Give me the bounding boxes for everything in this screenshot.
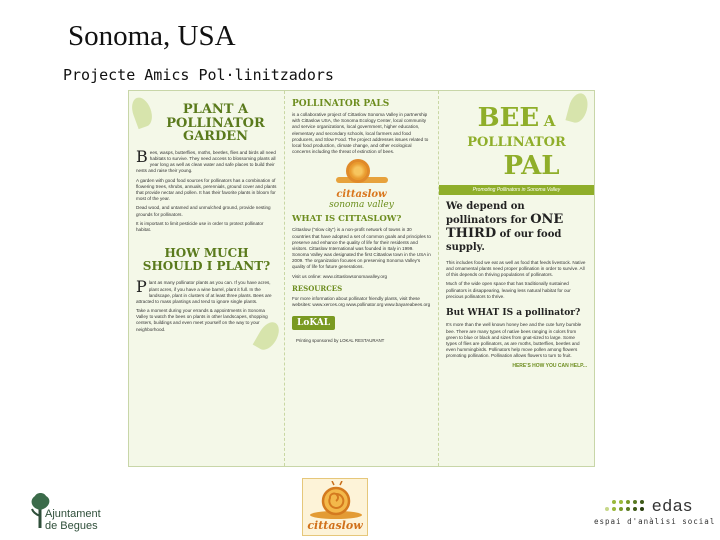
ajuntament-begues-logo — [27, 488, 107, 536]
pollinator-pals-text: is a collaborative project of Cittaslow Sonoma Valley in partnership with Cittaslow USA, the Sonoma Ecology Center, local community and service organizations, local government, higher education, elementary and secondary schools, local farmers and food producers, and Slow Food. The project addresses issues related to local food production, climate change, and other ecological concerns including the threat of extinction of bees. — [292, 112, 429, 155]
snail-icon — [304, 481, 368, 521]
bee-pal-title: BEE A POLLINATOR PAL — [467, 103, 566, 181]
begues-text: de Begues — [45, 520, 98, 533]
resources-title: RESOURCES — [292, 283, 343, 293]
what-is-pollinator-text: It's more than the well known honey bee and the cute furry bumble bee. There are many types of native bees ranging in colors from green to blue or black and sizes from gnat-sized to large. Some types of flies are pollinators, as are moths, butterflies, beetles and even hummingbirds. Pollinators help move pollen among flowers promoting pollination. Pollination allows flowers to turn to fruit. — [446, 322, 582, 359]
edas-logo — [592, 496, 716, 530]
garden-text-4: It is important to limit pesticide use in order to protect pollinator habitat. — [136, 220, 264, 232]
brochure-panel-right — [439, 91, 594, 466]
depend-text-2: Much of the wide open space that has traditionally sustained pollinators is disappearing, leaving less natural habitat for our precious pollinators to thrive. — [446, 281, 571, 299]
slide-subtitle: Projecte Amics Pol·linitzadors — [63, 66, 334, 84]
ajuntament-text: Ajuntament — [45, 508, 101, 520]
sonoma-valley-logo-text: sonoma valley — [329, 200, 394, 211]
edas-subtitle: espai d'anàlisi social — [594, 517, 716, 526]
edas-text: edas — [652, 496, 693, 515]
cittaslow-logo-text: cittaslow — [336, 189, 387, 201]
printing-sponsor-text: Printing sponsored by LOKAL RESTAURANT — [296, 338, 385, 344]
garden-intro-text: Bees, wasps, butterflies, moths, beetles, flies and birds all need habitats to survive. They need access to blossoming plants all year long as well as clean water and safe places to build their nests and raise their young. — [136, 146, 276, 174]
brochure-panel-left — [129, 91, 284, 466]
slide-title: Sonoma, USA — [68, 20, 236, 52]
depend-headline: We depend on pollinators for ONE THIRD of our food supply. — [446, 201, 564, 254]
promoting-tagline: Promoting Pollinators in Sonoma Valley — [439, 185, 594, 195]
depend-text-1: This includes food we eat as well as food that feeds livestock. Native and ornamental plants need proper pollination in order to survive. All of this depends on thriving populations of pollinators. — [446, 259, 586, 278]
brochure-panel-middle — [284, 91, 439, 466]
brochure-image — [128, 90, 595, 467]
resources-text: For more information about pollinator friendly plants, visit these websites: www.xerces.org www.pollinator.org www.bayareabees.org — [292, 295, 431, 307]
sponsor-row — [292, 314, 431, 350]
cittaslow-text: cittaslow — [307, 519, 363, 532]
how-much-text: Plant as many pollinator plants as you can. If you have acres, plant acres, if you have a wine barrel, plant it full. In the landscape, plant in clusters of at least three plants. Bees are attracted to mass plantings and tend to ignore single plants. — [136, 277, 272, 304]
snail-icon — [336, 159, 388, 185]
what-is-cittaslow-title: WHAT IS CITTASLOW? — [292, 214, 402, 225]
how-much-title: HOW MUCH SHOULD I PLANT? — [142, 246, 271, 273]
lokal-logo: LoKAL — [292, 316, 335, 330]
plant-garden-title: PLANT A POLLINATOR GARDEN — [166, 102, 265, 145]
garden-text-2: A garden with good food sources for pollinators has a combination of flowering trees, shrubs, annuals, perennials, ground cover and plants that provide nectar and pollen. It has their favorite plants in bloom for most of the year. — [136, 177, 277, 202]
what-is-pollinator-title: But WHAT IS a pollinator? — [446, 308, 581, 318]
visit-online-text: Visit us online: www.cittaslowsonomavalley.org — [292, 273, 388, 279]
how-much-text-2: Take a moment during your errands & appointments in Sonoma Valley to watch the bees on plants in other landscapes, shopping centers, buildings and even meet yourself on the way to your neighborhood. — [136, 308, 268, 332]
how-you-can-help: HERE'S HOW YOU CAN HELP... — [512, 363, 587, 370]
cittaslow-logo — [302, 478, 368, 536]
what-is-cittaslow-text: Cittaslow ("slow city") is a non-profit network of towns in 30 countries that have adopted a set of common goals and principles to preserve and enhance the quality of life for their residents and visitors. Cittaslow International was founded in Italy in 1999. Sonoma Valley was designated the first Cittaslow town in the USA in 2009. The organization focuses on preserving Sonoma Valley's quality of life for future generations. — [292, 227, 431, 270]
pollinator-pals-title: POLLINATOR PALS — [292, 99, 390, 109]
garden-text-3: Dead wood, and untamed and unmulched ground, provide nesting grounds for pollinators. — [136, 205, 271, 217]
